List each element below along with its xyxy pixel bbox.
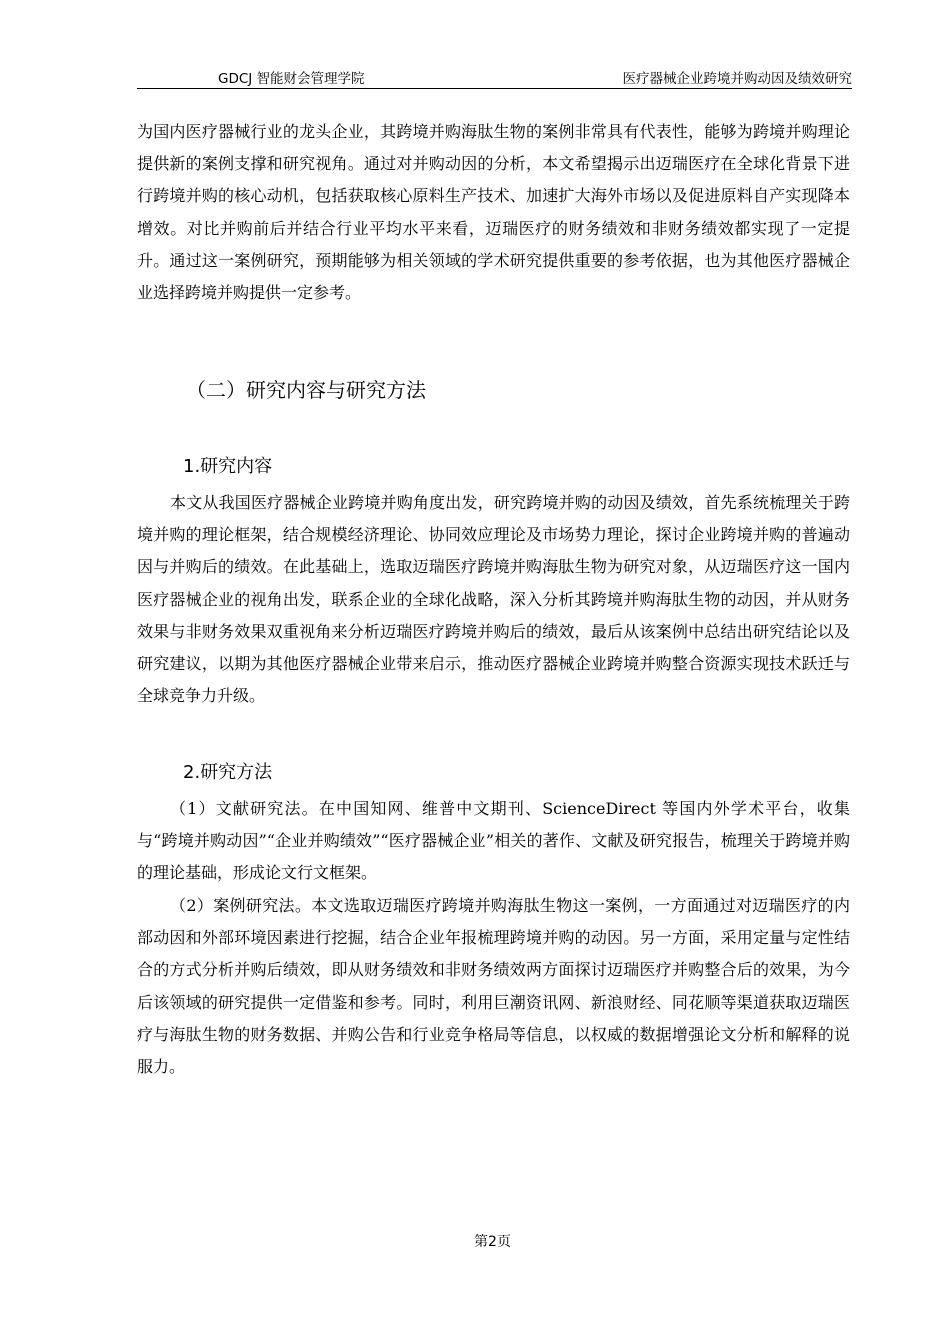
page-number: 第2页: [474, 1234, 511, 1250]
subheading-research-methods: 2.研究方法: [183, 762, 273, 783]
research-content-paragraph: 本文从我国医疗器械企业跨境并购角度出发，研究跨境并购的动因及绩效，首先系统梳理关于跨境并购的理论框架，结合规模经济理论、协同效应理论及市场势力理论，探讨企业跨境并购的普遍动因与并购后的绩效。在此基础上，选取迈瑞医疗跨境并购海肽生物为研究对象，从迈瑞医疗这一国内医疗器械企业的视角出发，联系企业的全球化战略，深入分析其跨境并购海肽生物的动因，并从财务效果与非财务效果双重视角来分析迈瑞医疗跨境并购后的绩效，最后从该案例中总结出研究结论以及研究建议，以期为其他医疗器械企业带来启示，推动医疗器械企业跨境并购整合资源实现技术跃迁与全球竞争力升级。: [137, 493, 850, 706]
method-literature-paragraph: （1）文献研究法。在中国知网、维普中文期刊、ScienceDirect 等国内外学术平台，收集与“跨境并购动因”“企业并购绩效”“医疗器械企业”相关的著作、文献及研究报告，梳理关于跨境并购的理论基础，形成论文行文框架。: [137, 799, 850, 883]
method-case-study-paragraph: （2）案例研究法。本文选取迈瑞医疗跨境并购海肽生物这一案例，一方面通过对迈瑞医疗的内部动因和外部环境因素进行挖掘，结合企业年报梳理跨境并购的动因。另一方面，采用定量与定性结合的方式分析并购后绩效，即从财务绩效和非财务绩效两方面探讨迈瑞医疗并购整合后的效果，为今后该领域的研究提供一定借鉴和参考。同时，利用巨潮资讯网、新浪财经、同花顺等渠道获取迈瑞医疗与海肽生物的财务数据、并购公告和行业竞争格局等信息，以权威的数据增强论文分析和解释的说服力。: [137, 896, 850, 1077]
subheading-research-content: 1.研究内容: [183, 456, 273, 477]
page-header: [137, 62, 852, 89]
section-heading-research-content-methods: （二）研究内容与研究方法: [186, 378, 426, 402]
intro-paragraph: 为国内医疗器械行业的龙头企业，其跨境并购海肽生物的案例非常具有代表性，能够为跨境并购理论提供新的案例支撑和研究视角。通过对并购动因的分析，本文希望揭示出迈瑞医疗在全球化背景下进行跨境并购的核心动机，包括获取核心原料生产技术、加速扩大海外市场以及促进原料自产实现降本增效。对比并购前后并结合行业平均水平来看，迈瑞医疗的财务绩效和非财务绩效都实现了一定提升。通过这一案例研究，预期能够为相关领域的学术研究提供重要的参考依据，也为其他医疗器械企业选择跨境并购提供一定参考。: [137, 122, 850, 303]
header-paper-title: 医疗器械企业跨境并购动因及绩效研究: [622, 71, 852, 87]
header-institution: GDCJ 智能财会管理学院: [218, 71, 365, 87]
